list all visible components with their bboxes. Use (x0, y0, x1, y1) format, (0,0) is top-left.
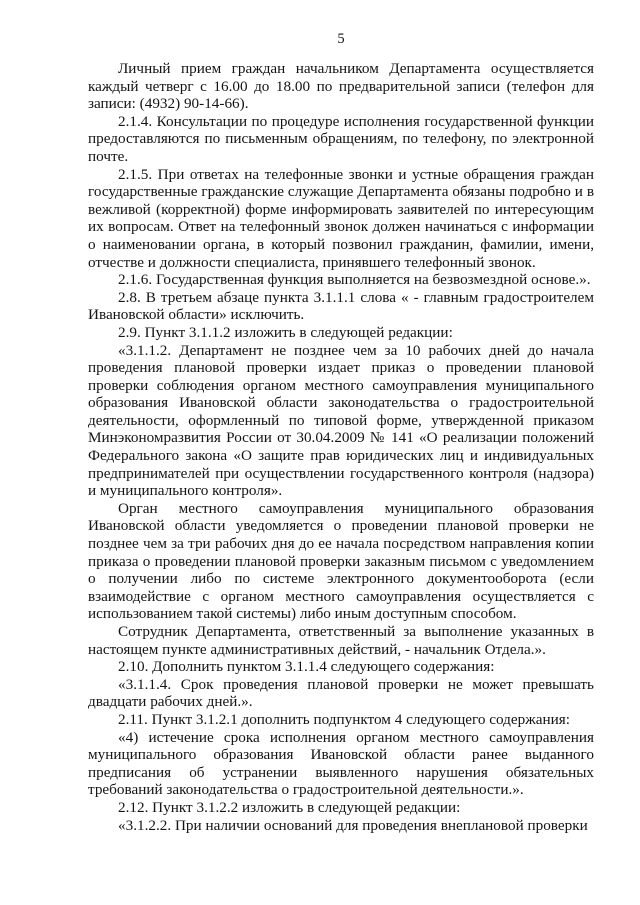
paragraph-2-10: 2.10. Дополнить пунктом 3.1.1.4 следующего содержания: (118, 658, 495, 676)
paragraph-2-9: 2.9. Пункт 3.1.1.2 изложить в следующей редакции: (118, 323, 453, 341)
paragraph-2-12: 2.12. Пункт 3.1.2.2 изложить в следующей редакции: (118, 798, 461, 816)
paragraph-2-11: 2.11. Пункт 3.1.2.1 дополнить подпунктом 4 следующего содержания: (118, 710, 570, 728)
paragraph-subpoint-4: «4) истечение срока исполнения органом местного самоуправления муниципального образования Ивановской области ранее выданного предписания об устранении выявленного нарушения обязательных требований законодательства о градостроительной деятельности.». (88, 728, 594, 799)
paragraph-3-1-2-2: «3.1.2.2. При наличии оснований для проведения внеплановой проверки (118, 816, 588, 834)
paragraph-2-1-5: 2.1.5. При ответах на телефонные звонки и устные обращения граждан государственные гражданские служащие Департамента обязаны подробно и в вежливой (корректной) форме информировать заявителей по интересующим их вопросам. Ответ на телефонный звонок должен начинаться с информации о наименовании органа, в который позвонил гражданин, фамилии, имени, отчестве и должности специалиста, принявшего телефонный звонок. (88, 165, 594, 271)
page-number: 5 (337, 31, 345, 47)
paragraph-3-1-1-4: «3.1.1.4. Срок проведения плановой проверки не может превышать двадцати рабочих дней.». (88, 675, 594, 711)
paragraph-personal-reception: Личный прием граждан начальником Департамента осуществляется каждый четверг с 16.00 до 18.00 по предварительной записи (телефон для записи: (4932) 90-14-66). (88, 60, 594, 113)
paragraph-local-authority-notice: Орган местного самоуправления муниципального образования Ивановской области уведомляется о проведении плановой проверки не позднее чем за три рабочих дня до ее начала посредством направления копии приказа о проведении плановой проверки заказным письмом с уведомлением о получении либо по системе электронного документооборота (если взаимодействие с органом местного самоуправления осуществляется с использованием такой системы) либо иным доступным способом. (88, 499, 594, 623)
paragraph-2-1-6: 2.1.6. Государственная функция выполняется на безвозмездной основе.». (118, 271, 591, 289)
paragraph-responsible-employee: Сотрудник Департамента, ответственный за выполнение указанных в настоящем пункте административных действий, - начальник Отдела.». (88, 623, 594, 658)
paragraph-2-8: 2.8. В третьем абзаце пункта 3.1.1.1 слова « - главным градостроителем Ивановской области» исключить. (88, 288, 594, 324)
paragraph-2-1-4: 2.1.4. Консультации по процедуре исполнения государственной функции предоставляются по письменным обращениям, по телефону, по электронной почте. (88, 112, 594, 165)
paragraph-3-1-1-2: «3.1.1.2. Департамент не позднее чем за 10 рабочих дней до начала проведения плановой проверки издает приказ о проведении плановой проверки соблюдения органом местного самоуправления муниципального образования Ивановской области законодательства о градостроительной деятельности, оформленный по типовой форме, утвержденной приказом Минэкономразвития России от 30.04.2009 № 141 «О реализации положений Федерального закона «О защите прав юридических лиц и индивидуальных предпринимателей при осуществлении государственного контроля (надзора) и муниципального контроля». (88, 341, 594, 500)
